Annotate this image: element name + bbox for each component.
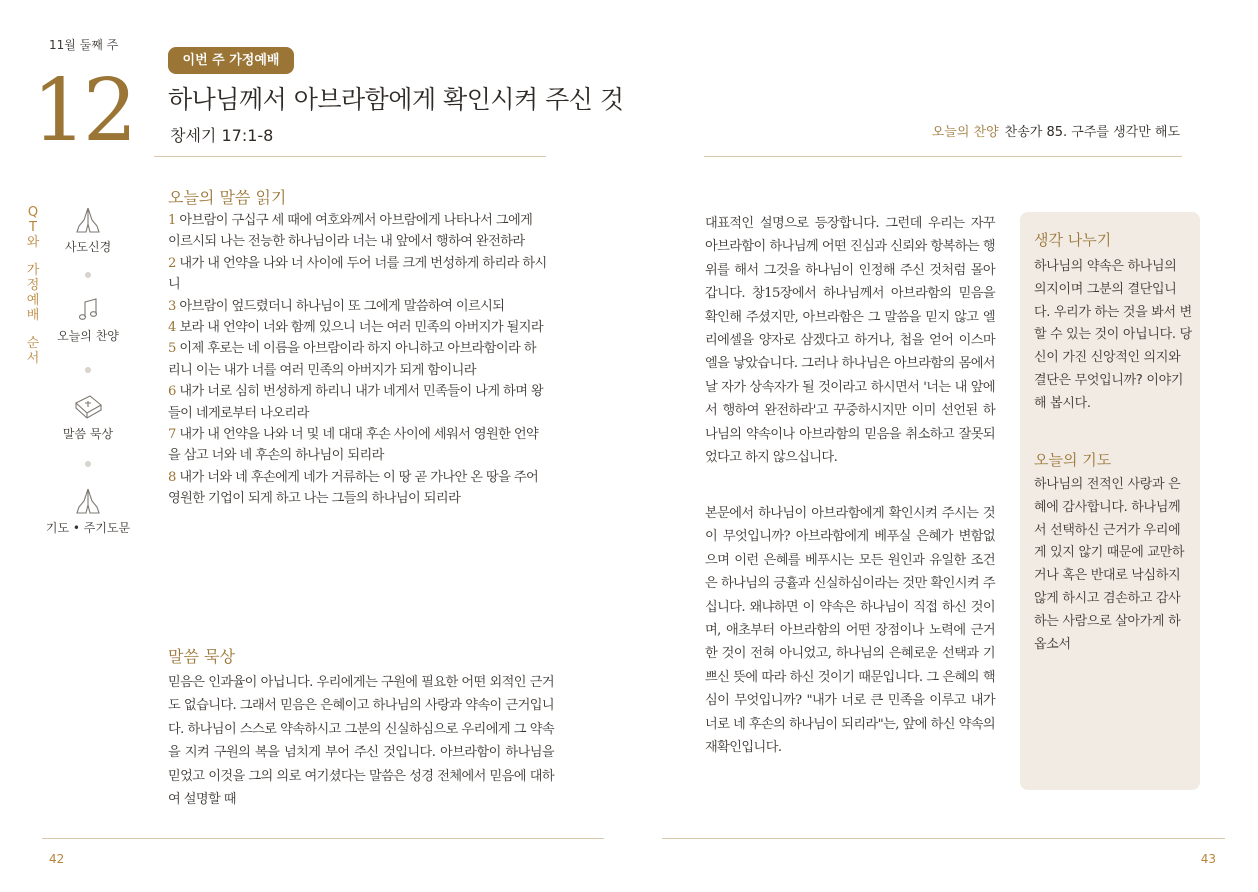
verse: 1 아브람이 구십구 세 때에 여호와께서 아브람에게 나타나서 그에게 이르시되 나는 전능한 하나님이라 너는 내 앞에서 행하여 완전하라 xyxy=(168,213,533,250)
meditation-text-1: 믿음은 인과율이 아닙니다. 우리에게는 구원에 필요한 어떤 외적인 근거도 없습니다. 그래서 믿음은 은혜이고 하나님의 사랑과 약속이 근거입니다. 하나님이 스스로 약속하시고 그분의 신실하심으로 우리에게 그 약속을 지켜 구원의 복을 넘치게 부어 주신 것입니다. 아브라함이 하나님을 믿었고 이것을 그의 의로 여기셨다는 말씀은 성경 전체에서 믿음에 대하여 설명할 때 xyxy=(168,675,554,808)
verse: 3 아브람이 엎드렸더니 하나님이 또 그에게 말씀하여 이르시되 xyxy=(168,298,505,314)
music-note-icon xyxy=(73,297,103,323)
sidebar-item-meditation xyxy=(38,393,138,442)
prayer-heading: 오늘의 기도 xyxy=(1034,451,1112,469)
sidebar-item-label: 사도신경 xyxy=(64,240,112,254)
page-number-right: 43 xyxy=(1200,852,1216,866)
meditation-heading: 말씀 묵상 xyxy=(168,647,235,666)
sidebar-dot xyxy=(85,367,91,373)
praying-hands-icon xyxy=(73,487,103,515)
page-number-left: 42 xyxy=(49,852,65,866)
verse: 2 내가 내 언약을 나와 너 사이에 두어 너를 크게 번성하게 하리라 하시니 xyxy=(168,255,547,293)
header-divider-left xyxy=(154,156,546,157)
order-vertical-label: Q T 와 가 정 예 배 순 서 xyxy=(26,205,40,366)
family-worship-badge: 이번 주 가정예배 xyxy=(168,47,294,74)
meditation-text-3: 본문에서 하나님이 아브라함에게 확인시켜 주시는 것이 무엇입니까? 아브라함에게 베푸실 은혜가 변함없으며 이런 은혜를 베푸시는 모든 원인과 유일한 조건은 하나님의 긍휼과 신실하심이라는 것만 확인시켜 주십니다. 왜냐하면 이 약속은 하나님이 직접 하신 것이며, 애초부터 아브라함의 어떤 장점이나 노력에 근거한 것이 전혀 아니었고, 하나님의 은혜로운 선택과 기쁘신 뜻에 따라 하신 것이기 때문입니다. 그 은혜의 핵심이 무엇입니까? "내가 너로 큰 민족을 이루고 내가 너로 네 후손의 하나님이 되리라"는, 앞에 하신 약속의 재확인입니다. xyxy=(705,506,995,756)
sidebar-item-label: 오늘의 찬양 xyxy=(57,329,119,343)
verse: 4 보라 내 언약이 너와 함께 있으니 너는 여러 민족의 아버지가 될지라 xyxy=(168,320,544,336)
meditation-text-2: 대표적인 설명으로 등장합니다. 그런데 우리는 자꾸 아브라함이 하나님께 어떤 진심과 신뢰와 항복하는 행위를 해서 그것을 하나님이 인정해 주신 것처럼 몰아갑니다. 창15장에서 하나님께서 아브라함의 믿음을 확인해 주셨지만, 아브라함은 그 말씀을 믿지 않고 엘리에셀을 양자로 삼겠다고 하거나, 첩을 얻어 이스마엘을 낳았습니다. 그러나 하나님은 아브라함의 몸에서 날 자가 상속자가 될 것이라고 하시면서 '너는 내 앞에서 행하여 완전하라'고 꾸중하시지만 이미 선언된 하나님의 약속이나 아브라함의 믿음을 취소하고 잘못되었다고 하지 않으십니다. xyxy=(705,216,995,466)
scripture-text xyxy=(168,210,548,510)
week-label: 11월 둘째 주 xyxy=(49,38,119,52)
sidebar-dot xyxy=(85,272,91,278)
todays-hymn xyxy=(932,121,1180,140)
hymn-title: 찬송가 85. 구주를 생각만 해도 xyxy=(1004,125,1180,140)
sidebar-item-hymn xyxy=(38,297,138,344)
sidebar-item-label: 말씀 묵상 xyxy=(62,427,114,441)
reading-heading: 오늘의 말씀 읽기 xyxy=(168,188,287,207)
header-divider-right xyxy=(704,156,1182,157)
prayer-text: 하나님의 전적인 사랑과 은혜에 감사합니다. 하나님께서 선택하신 근거가 우리에게 있지 않기 때문에 교만하거나 혹은 반대로 낙심하지 않게 하시고 겸손하고 감사하는 사람으로 살아가게 하옵소서 xyxy=(1034,477,1185,652)
sidebar-item-label: 기도 • 주기도문 xyxy=(45,521,131,535)
share-text: 하나님의 약속은 하나님의 의지이며 그분의 결단입니다. 우리가 하는 것을 봐서 변할 수 있는 것이 아닙니다. 당신이 가진 신앙적인 의지와 결단은 무엇입니까? 이야기해 봅시다. xyxy=(1034,259,1192,411)
sidebar-dot xyxy=(85,461,91,467)
sidebar-item-prayer xyxy=(38,487,138,536)
verse: 7 내가 내 언약을 나와 너 및 네 대대 후손 사이에 세워서 영원한 언약을 삼고 너와 네 후손의 하나님이 되리라 xyxy=(168,427,539,464)
verse: 8 내가 너와 네 후손에게 네가 거류하는 이 땅 곧 가나안 온 땅을 주어 영원한 기업이 되게 하고 나는 그들의 하나님이 되리라 xyxy=(168,469,539,507)
verse: 6 내가 너로 심히 번성하게 하리니 내가 네게서 민족들이 나게 하며 왕들이 네게로부터 나오리라 xyxy=(168,384,544,421)
hymn-label: 오늘의 찬양 xyxy=(931,125,999,140)
page-title: 하나님께서 아브라함에게 확인시켜 주신 것 xyxy=(168,85,624,114)
day-number: 12 xyxy=(32,61,134,161)
verse: 5 이제 후로는 네 이름을 아브람이라 하지 아니하고 아브라함이라 하리니 이는 내가 너를 여러 민족의 아버지가 되게 함이니라 xyxy=(168,341,536,378)
sidebar-item-creed xyxy=(38,206,138,255)
share-heading: 생각 나누기 xyxy=(1034,231,1112,249)
praying-hands-icon xyxy=(73,206,103,234)
bible-icon xyxy=(72,393,104,421)
footer-divider-right xyxy=(662,838,1225,839)
footer-divider-left xyxy=(42,838,604,839)
scripture-reference: 창세기 17:1-8 xyxy=(170,126,274,145)
